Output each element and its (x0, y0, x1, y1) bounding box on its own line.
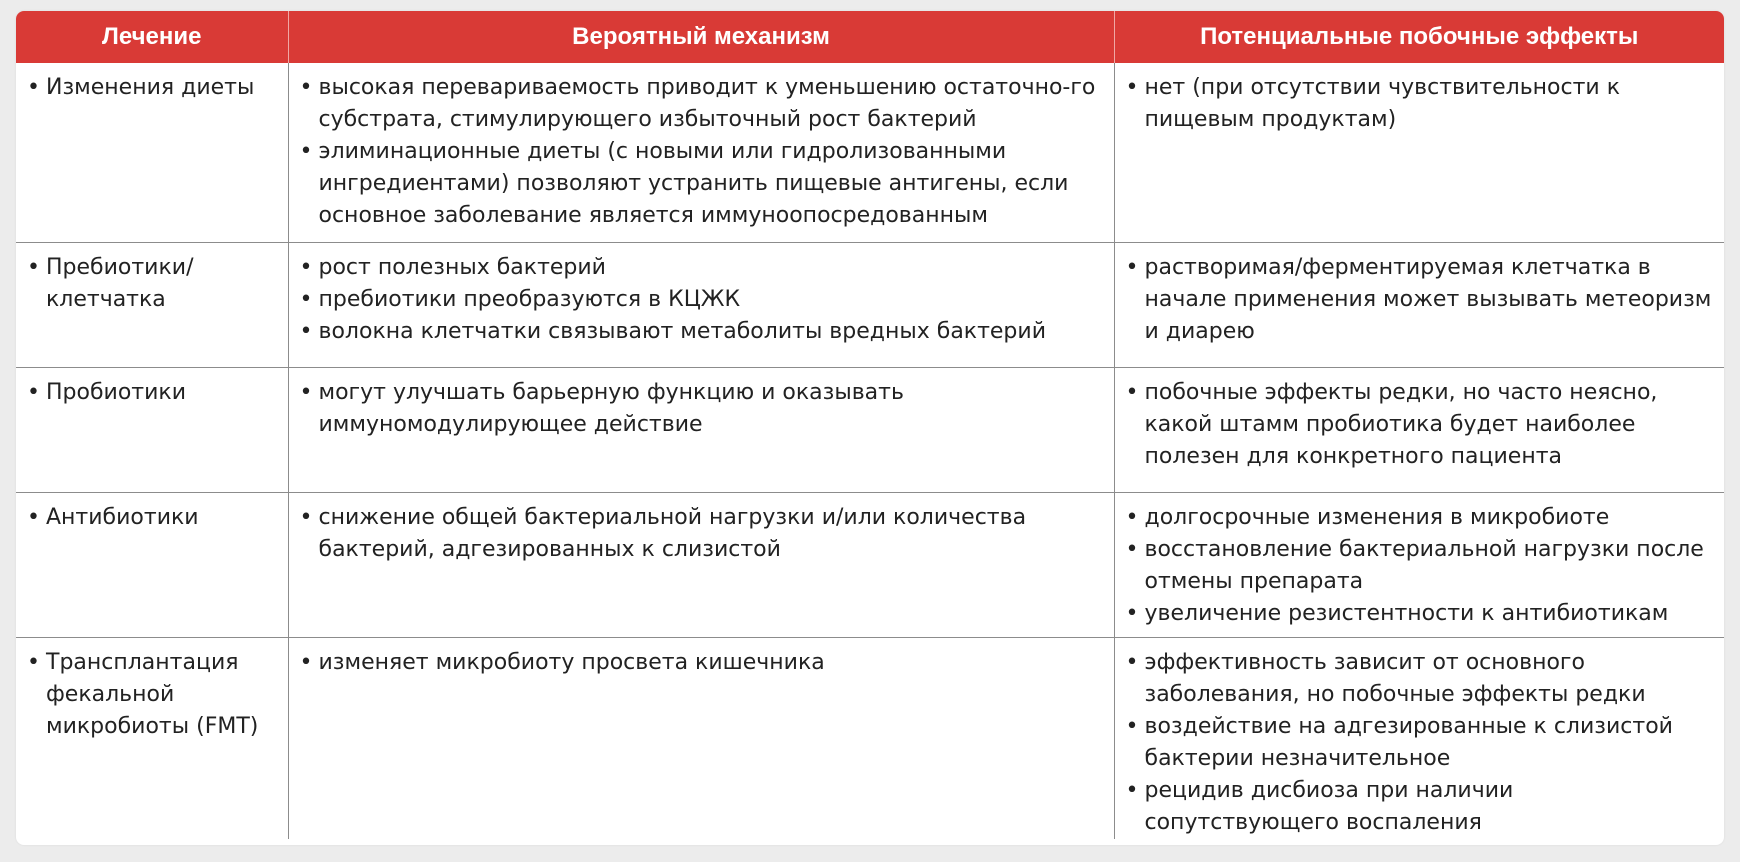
table-row (16, 63, 1724, 243)
side-effect-item: • восстановление бактериальной нагрузки после отмены препарата (1125, 534, 1715, 598)
side-effects-cell (1114, 493, 1724, 638)
mechanism-item: • пребиотики преобразуются в КЦЖК (299, 284, 1104, 316)
mechanism-cell (288, 368, 1114, 493)
header-side-effects: Потенциальные побочные эффекты (1114, 11, 1724, 63)
side-effects-cell (1114, 243, 1724, 368)
treatment-cell (16, 243, 288, 368)
mechanism-item: • изменяет микробиоту просвета кишечника (299, 647, 1104, 679)
side-effects-cell (1114, 638, 1724, 840)
side-effect-item: • побочные эффекты редки, но часто неясно, какой штамм пробиотика будет наиболее полезен для конкретного пациента (1125, 377, 1715, 473)
side-effects-cell (1114, 63, 1724, 243)
side-effect-item: • рецидив дисбиоза при наличии сопутствующего воспаления (1125, 775, 1715, 839)
treatment-cell (16, 368, 288, 493)
treatment-cell (16, 493, 288, 638)
table-row (16, 493, 1724, 638)
treatment-table (16, 11, 1724, 839)
treatment-name: • Трансплантация фекальной микробиоты (FMT) (26, 647, 278, 743)
table-row (16, 638, 1724, 840)
mechanism-item: • высокая перевариваемость приводит к уменьшению остаточно-го субстрата, стимулирующего избыточный рост бактерий (299, 72, 1104, 136)
side-effect-item: • нет (при отсутствии чувствительности к пищевым продуктам) (1125, 72, 1715, 136)
mechanism-item: • могут улучшать барьерную функцию и оказывать иммуномодулирующее действие (299, 377, 1104, 441)
side-effects-cell (1114, 368, 1724, 493)
treatment-table-card (16, 11, 1724, 845)
treatment-name: • Пробиотики (26, 377, 278, 409)
table-row (16, 368, 1724, 493)
side-effect-item: • долгосрочные изменения в микробиоте (1125, 502, 1715, 534)
mechanism-item: • рост полезных бактерий (299, 252, 1104, 284)
treatment-cell (16, 638, 288, 840)
mechanism-item: • снижение общей бактериальной нагрузки и/или количества бактерий, адгезированных к слизистой (299, 502, 1104, 566)
table-header-row (16, 11, 1724, 63)
treatment-cell (16, 63, 288, 243)
treatment-name: • Антибиотики (26, 502, 278, 534)
mechanism-cell (288, 638, 1114, 840)
treatment-name: • Изменения диеты (26, 72, 278, 104)
side-effect-item: • воздействие на адгезированные к слизистой бактерии незначительное (1125, 711, 1715, 775)
mechanism-item: • элиминационные диеты (с новыми или гидролизованными ингредиентами) позволяют устранить пищевые антигены, если основное заболевание является иммуноопосредованным (299, 136, 1104, 232)
side-effect-item: • растворимая/ферментируемая клетчатка в начале применения может вызывать метеоризм и диарею (1125, 252, 1715, 348)
mechanism-cell (288, 63, 1114, 243)
header-treatment: Лечение (16, 11, 288, 63)
header-mechanism: Вероятный механизм (288, 11, 1114, 63)
mechanism-cell (288, 493, 1114, 638)
side-effect-item: • увеличение резистентности к антибиотикам (1125, 598, 1715, 630)
mechanism-item: • волокна клетчатки связывают метаболиты вредных бактерий (299, 316, 1104, 348)
table-row (16, 243, 1724, 368)
mechanism-cell (288, 243, 1114, 368)
side-effect-item: • эффективность зависит от основного заболевания, но побочные эффекты редки (1125, 647, 1715, 711)
treatment-name: • Пребиотики/ клетчатка (26, 252, 278, 316)
